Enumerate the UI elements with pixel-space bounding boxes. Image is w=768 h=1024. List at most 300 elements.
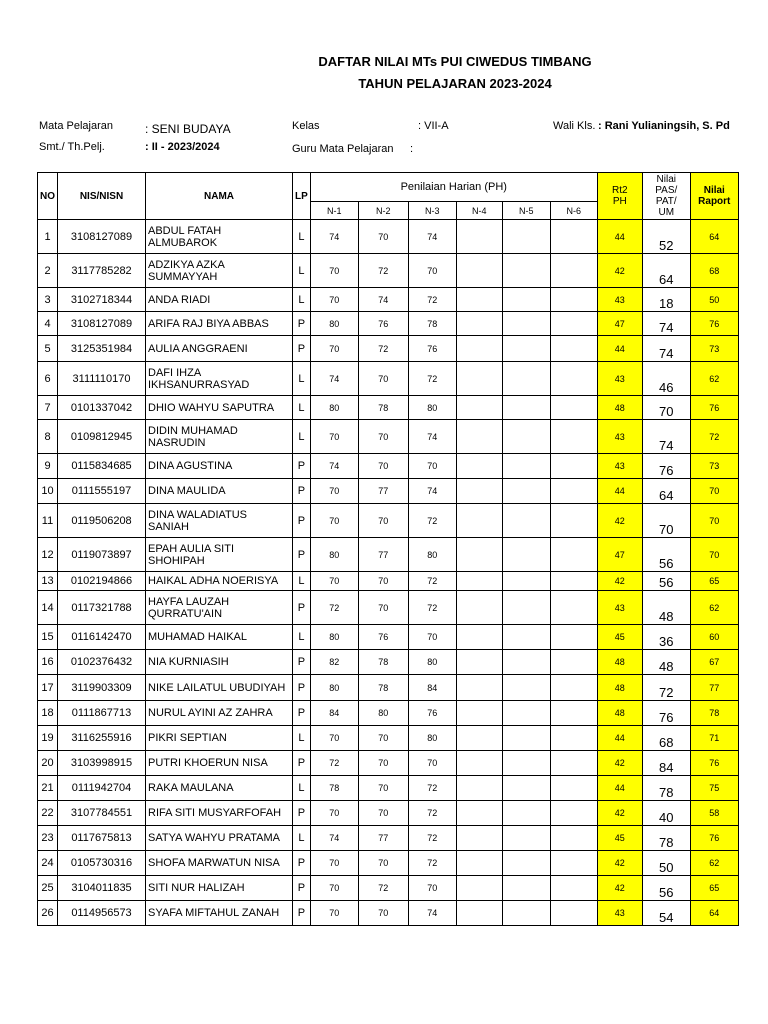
row-pas: 74 bbox=[642, 420, 690, 454]
row-n4 bbox=[456, 876, 502, 901]
document-title: DAFTAR NILAI MTs PUI CIWEDUS TIMBANG bbox=[318, 54, 592, 69]
row-n3: 70 bbox=[408, 625, 456, 650]
row-n2: 70 bbox=[358, 504, 408, 538]
row-no: 13 bbox=[38, 572, 58, 591]
row-nama: RAKA MAULANA bbox=[146, 776, 293, 801]
row-rt2ph: 43 bbox=[597, 288, 642, 312]
row-n6 bbox=[550, 504, 597, 538]
row-lp: P bbox=[293, 901, 311, 926]
row-lp: P bbox=[293, 336, 311, 362]
row-n2: 70 bbox=[358, 572, 408, 591]
table-row bbox=[38, 454, 739, 479]
row-raport: 76 bbox=[690, 826, 738, 851]
row-pas: 72 bbox=[642, 675, 690, 701]
row-n5 bbox=[502, 220, 550, 254]
row-n5 bbox=[502, 591, 550, 625]
row-rt2ph: 44 bbox=[597, 479, 642, 504]
row-nama: HAIKAL ADHA NOERISYA bbox=[146, 572, 293, 591]
row-nama: ADZIKYA AZKA SUMMAYYAH bbox=[146, 254, 293, 288]
row-rt2ph: 45 bbox=[597, 826, 642, 851]
row-lp: L bbox=[293, 776, 311, 801]
kelas-label: Kelas bbox=[292, 120, 320, 132]
row-n4 bbox=[456, 751, 502, 776]
table-row bbox=[38, 826, 739, 851]
row-raport: 68 bbox=[690, 254, 738, 288]
row-pas: 36 bbox=[642, 625, 690, 650]
row-n4 bbox=[456, 801, 502, 826]
row-n2: 70 bbox=[358, 851, 408, 876]
row-n5 bbox=[502, 901, 550, 926]
row-n6 bbox=[550, 362, 597, 396]
row-n5 bbox=[502, 701, 550, 726]
row-lp: L bbox=[293, 420, 311, 454]
table-row bbox=[38, 538, 739, 572]
row-n2: 70 bbox=[358, 751, 408, 776]
row-n6 bbox=[550, 538, 597, 572]
row-n4 bbox=[456, 504, 502, 538]
row-lp: L bbox=[293, 572, 311, 591]
row-n2: 70 bbox=[358, 220, 408, 254]
row-raport: 64 bbox=[690, 901, 738, 926]
row-n1: 70 bbox=[310, 801, 358, 826]
row-pas: 48 bbox=[642, 650, 690, 675]
table-row bbox=[38, 479, 739, 504]
table-row bbox=[38, 675, 739, 701]
row-n1: 70 bbox=[310, 901, 358, 926]
row-n2: 76 bbox=[358, 312, 408, 336]
row-n4 bbox=[456, 701, 502, 726]
row-pas: 56 bbox=[642, 876, 690, 901]
row-nama: PUTRI KHOERUN NISA bbox=[146, 751, 293, 776]
row-n2: 70 bbox=[358, 420, 408, 454]
table-row bbox=[38, 751, 739, 776]
row-n5 bbox=[502, 504, 550, 538]
row-n2: 70 bbox=[358, 901, 408, 926]
row-nis: 0111942704 bbox=[58, 776, 146, 801]
row-n6 bbox=[550, 254, 597, 288]
row-nama: SYAFA MIFTAHUL ZANAH bbox=[146, 901, 293, 926]
row-nis: 0114956573 bbox=[58, 901, 146, 926]
row-n2: 78 bbox=[358, 675, 408, 701]
row-raport: 71 bbox=[690, 726, 738, 751]
row-nama: DIDIN MUHAMAD NASRUDIN bbox=[146, 420, 293, 454]
table-row bbox=[38, 591, 739, 625]
row-n1: 78 bbox=[310, 776, 358, 801]
row-n6 bbox=[550, 591, 597, 625]
row-pas: 46 bbox=[642, 362, 690, 396]
row-n4 bbox=[456, 312, 502, 336]
row-n3: 74 bbox=[408, 220, 456, 254]
row-n1: 70 bbox=[310, 726, 358, 751]
row-lp: P bbox=[293, 851, 311, 876]
row-no: 24 bbox=[38, 851, 58, 876]
row-raport: 76 bbox=[690, 396, 738, 420]
row-pas: 56 bbox=[642, 572, 690, 591]
row-n1: 84 bbox=[310, 701, 358, 726]
row-rt2ph: 48 bbox=[597, 396, 642, 420]
row-n4 bbox=[456, 650, 502, 675]
row-rt2ph: 48 bbox=[597, 650, 642, 675]
row-n1: 80 bbox=[310, 396, 358, 420]
row-pas: 64 bbox=[642, 254, 690, 288]
row-n3: 72 bbox=[408, 851, 456, 876]
row-rt2ph: 45 bbox=[597, 625, 642, 650]
row-raport: 70 bbox=[690, 504, 738, 538]
row-n4 bbox=[456, 420, 502, 454]
row-raport: 65 bbox=[690, 876, 738, 901]
row-rt2ph: 43 bbox=[597, 454, 642, 479]
row-n6 bbox=[550, 876, 597, 901]
row-nis: 0111867713 bbox=[58, 701, 146, 726]
row-n5 bbox=[502, 479, 550, 504]
row-nis: 0111555197 bbox=[58, 479, 146, 504]
row-n2: 78 bbox=[358, 650, 408, 675]
row-lp: P bbox=[293, 591, 311, 625]
row-n3: 70 bbox=[408, 454, 456, 479]
row-nis: 3108127089 bbox=[58, 312, 146, 336]
row-nama: MUHAMAD HAIKAL bbox=[146, 625, 293, 650]
row-n2: 70 bbox=[358, 362, 408, 396]
row-n6 bbox=[550, 851, 597, 876]
row-nama: DAFI IHZA IKHSANURRASYAD bbox=[146, 362, 293, 396]
row-n6 bbox=[550, 454, 597, 479]
table-row bbox=[38, 851, 739, 876]
row-pas: 76 bbox=[642, 454, 690, 479]
row-nama: DHIO WAHYU SAPUTRA bbox=[146, 396, 293, 420]
row-n5 bbox=[502, 420, 550, 454]
row-no: 6 bbox=[38, 362, 58, 396]
row-nis: 3107784551 bbox=[58, 801, 146, 826]
row-pas: 68 bbox=[642, 726, 690, 751]
row-pas: 56 bbox=[642, 538, 690, 572]
row-pas: 74 bbox=[642, 336, 690, 362]
row-pas: 70 bbox=[642, 504, 690, 538]
row-no: 19 bbox=[38, 726, 58, 751]
row-rt2ph: 48 bbox=[597, 675, 642, 701]
row-nis: 3117785282 bbox=[58, 254, 146, 288]
row-nis: 3116255916 bbox=[58, 726, 146, 751]
row-n4 bbox=[456, 454, 502, 479]
row-lp: P bbox=[293, 751, 311, 776]
row-n6 bbox=[550, 675, 597, 701]
row-n3: 80 bbox=[408, 538, 456, 572]
row-n3: 84 bbox=[408, 675, 456, 701]
row-n6 bbox=[550, 479, 597, 504]
row-nis: 0102376432 bbox=[58, 650, 146, 675]
row-nama: ANDA RIADI bbox=[146, 288, 293, 312]
row-no: 12 bbox=[38, 538, 58, 572]
row-n3: 72 bbox=[408, 801, 456, 826]
row-n5 bbox=[502, 254, 550, 288]
row-n3: 74 bbox=[408, 420, 456, 454]
header-ph: Penilaian Harian (PH) bbox=[310, 173, 597, 202]
row-n4 bbox=[456, 336, 502, 362]
row-n4 bbox=[456, 726, 502, 751]
row-nis: 3103998915 bbox=[58, 751, 146, 776]
row-pas: 48 bbox=[642, 591, 690, 625]
row-rt2ph: 42 bbox=[597, 504, 642, 538]
row-n2: 70 bbox=[358, 454, 408, 479]
row-n1: 74 bbox=[310, 220, 358, 254]
row-nis: 3108127089 bbox=[58, 220, 146, 254]
row-n6 bbox=[550, 751, 597, 776]
row-nama: PIKRI SEPTIAN bbox=[146, 726, 293, 751]
row-nama: ABDUL FATAH ALMUBAROK bbox=[146, 220, 293, 254]
row-n4 bbox=[456, 591, 502, 625]
row-nama: AULIA ANGGRAENI bbox=[146, 336, 293, 362]
row-raport: 77 bbox=[690, 675, 738, 701]
row-no: 10 bbox=[38, 479, 58, 504]
row-n5 bbox=[502, 454, 550, 479]
table-row bbox=[38, 288, 739, 312]
row-nama: ARIFA RAJ BIYA ABBAS bbox=[146, 312, 293, 336]
row-n1: 72 bbox=[310, 591, 358, 625]
row-no: 20 bbox=[38, 751, 58, 776]
row-n6 bbox=[550, 826, 597, 851]
row-no: 18 bbox=[38, 701, 58, 726]
row-n5 bbox=[502, 876, 550, 901]
row-n2: 78 bbox=[358, 396, 408, 420]
row-n5 bbox=[502, 751, 550, 776]
row-n3: 72 bbox=[408, 572, 456, 591]
row-raport: 76 bbox=[690, 751, 738, 776]
row-raport: 72 bbox=[690, 420, 738, 454]
row-rt2ph: 44 bbox=[597, 726, 642, 751]
row-n3: 80 bbox=[408, 726, 456, 751]
row-n1: 70 bbox=[310, 254, 358, 288]
row-no: 1 bbox=[38, 220, 58, 254]
row-n3: 70 bbox=[408, 751, 456, 776]
row-nis: 3104011835 bbox=[58, 876, 146, 901]
row-nis: 3102718344 bbox=[58, 288, 146, 312]
row-pas: 74 bbox=[642, 312, 690, 336]
row-lp: L bbox=[293, 826, 311, 851]
row-n1: 74 bbox=[310, 362, 358, 396]
row-pas: 40 bbox=[642, 801, 690, 826]
row-n4 bbox=[456, 776, 502, 801]
row-pas: 78 bbox=[642, 826, 690, 851]
header-pas: Nilai PAS/ PAT/ UM bbox=[642, 173, 690, 220]
header-n6: N-6 bbox=[550, 202, 597, 220]
row-n2: 72 bbox=[358, 876, 408, 901]
row-n5 bbox=[502, 396, 550, 420]
row-rt2ph: 42 bbox=[597, 851, 642, 876]
row-raport: 62 bbox=[690, 851, 738, 876]
row-n6 bbox=[550, 420, 597, 454]
row-n4 bbox=[456, 901, 502, 926]
row-n3: 80 bbox=[408, 650, 456, 675]
row-n5 bbox=[502, 312, 550, 336]
row-nis: 3125351984 bbox=[58, 336, 146, 362]
row-n6 bbox=[550, 650, 597, 675]
row-n1: 80 bbox=[310, 538, 358, 572]
row-n2: 77 bbox=[358, 538, 408, 572]
row-nama: NIA KURNIASIH bbox=[146, 650, 293, 675]
row-n5 bbox=[502, 776, 550, 801]
row-n3: 76 bbox=[408, 701, 456, 726]
row-no: 9 bbox=[38, 454, 58, 479]
row-rt2ph: 43 bbox=[597, 420, 642, 454]
table-row bbox=[38, 254, 739, 288]
table-row bbox=[38, 312, 739, 336]
table-row bbox=[38, 220, 739, 254]
row-no: 11 bbox=[38, 504, 58, 538]
row-pas: 50 bbox=[642, 851, 690, 876]
row-n6 bbox=[550, 288, 597, 312]
row-nama: EPAH AULIA SITI SHOHIPAH bbox=[146, 538, 293, 572]
row-nis: 0102194866 bbox=[58, 572, 146, 591]
row-n1: 70 bbox=[310, 420, 358, 454]
row-lp: P bbox=[293, 876, 311, 901]
row-lp: P bbox=[293, 701, 311, 726]
row-rt2ph: 44 bbox=[597, 776, 642, 801]
row-no: 3 bbox=[38, 288, 58, 312]
row-n5 bbox=[502, 336, 550, 362]
row-raport: 70 bbox=[690, 538, 738, 572]
header-nama: NAMA bbox=[146, 173, 293, 220]
kelas-value: : VII-A bbox=[418, 120, 449, 132]
row-n6 bbox=[550, 396, 597, 420]
table-row bbox=[38, 504, 739, 538]
row-lp: P bbox=[293, 504, 311, 538]
row-n1: 70 bbox=[310, 504, 358, 538]
row-n2: 76 bbox=[358, 625, 408, 650]
row-n5 bbox=[502, 288, 550, 312]
header-nis: NIS/NISN bbox=[58, 173, 146, 220]
row-nama: DINA AGUSTINA bbox=[146, 454, 293, 479]
row-n1: 70 bbox=[310, 336, 358, 362]
row-n3: 70 bbox=[408, 876, 456, 901]
row-raport: 76 bbox=[690, 312, 738, 336]
row-n3: 74 bbox=[408, 901, 456, 926]
row-n4 bbox=[456, 625, 502, 650]
row-no: 26 bbox=[38, 901, 58, 926]
row-n6 bbox=[550, 776, 597, 801]
row-nama: HAYFA LAUZAH QURRATU'AIN bbox=[146, 591, 293, 625]
row-no: 16 bbox=[38, 650, 58, 675]
row-n3: 72 bbox=[408, 826, 456, 851]
row-n5 bbox=[502, 650, 550, 675]
row-n1: 74 bbox=[310, 454, 358, 479]
row-nama: SATYA WAHYU PRATAMA bbox=[146, 826, 293, 851]
row-raport: 78 bbox=[690, 701, 738, 726]
row-n6 bbox=[550, 625, 597, 650]
row-lp: L bbox=[293, 288, 311, 312]
row-no: 17 bbox=[38, 675, 58, 701]
row-lp: P bbox=[293, 538, 311, 572]
table-row bbox=[38, 362, 739, 396]
row-n2: 80 bbox=[358, 701, 408, 726]
row-lp: L bbox=[293, 625, 311, 650]
table-row bbox=[38, 650, 739, 675]
row-n4 bbox=[456, 572, 502, 591]
row-n5 bbox=[502, 851, 550, 876]
row-no: 22 bbox=[38, 801, 58, 826]
row-no: 7 bbox=[38, 396, 58, 420]
table-row bbox=[38, 801, 739, 826]
row-n3: 72 bbox=[408, 591, 456, 625]
row-no: 2 bbox=[38, 254, 58, 288]
header-n1: N-1 bbox=[310, 202, 358, 220]
row-raport: 60 bbox=[690, 625, 738, 650]
row-n2: 70 bbox=[358, 801, 408, 826]
row-raport: 75 bbox=[690, 776, 738, 801]
row-n4 bbox=[456, 396, 502, 420]
table-row bbox=[38, 336, 739, 362]
document-subtitle: TAHUN PELAJARAN 2023-2024 bbox=[358, 76, 552, 91]
row-nis: 0119506208 bbox=[58, 504, 146, 538]
row-raport: 62 bbox=[690, 591, 738, 625]
table-body bbox=[38, 220, 739, 926]
table-row bbox=[38, 776, 739, 801]
row-n4 bbox=[456, 851, 502, 876]
row-no: 23 bbox=[38, 826, 58, 851]
row-n3: 72 bbox=[408, 362, 456, 396]
header-no: NO bbox=[38, 173, 58, 220]
row-nama: SITI NUR HALIZAH bbox=[146, 876, 293, 901]
row-n3: 80 bbox=[408, 396, 456, 420]
row-n2: 74 bbox=[358, 288, 408, 312]
wali-label: Wali Kls. bbox=[553, 120, 596, 132]
row-nis: 0109812945 bbox=[58, 420, 146, 454]
header-raport: Nilai Raport bbox=[690, 173, 738, 220]
row-nis: 0101337042 bbox=[58, 396, 146, 420]
row-n2: 70 bbox=[358, 726, 408, 751]
row-rt2ph: 48 bbox=[597, 701, 642, 726]
row-raport: 62 bbox=[690, 362, 738, 396]
row-n4 bbox=[456, 826, 502, 851]
row-raport: 65 bbox=[690, 572, 738, 591]
row-rt2ph: 44 bbox=[597, 220, 642, 254]
row-no: 14 bbox=[38, 591, 58, 625]
row-lp: P bbox=[293, 479, 311, 504]
row-n3: 78 bbox=[408, 312, 456, 336]
table-row bbox=[38, 625, 739, 650]
table-row bbox=[38, 726, 739, 751]
row-lp: P bbox=[293, 675, 311, 701]
row-n1: 70 bbox=[310, 851, 358, 876]
row-n4 bbox=[456, 362, 502, 396]
mapel-label: Mata Pelajaran bbox=[39, 120, 113, 132]
smt-label: Smt./ Th.Pelj. bbox=[39, 141, 105, 153]
row-rt2ph: 42 bbox=[597, 801, 642, 826]
row-n2: 72 bbox=[358, 254, 408, 288]
guru-value: : bbox=[410, 143, 414, 155]
row-raport: 70 bbox=[690, 479, 738, 504]
row-nama: DINA MAULIDA bbox=[146, 479, 293, 504]
row-rt2ph: 43 bbox=[597, 362, 642, 396]
row-n6 bbox=[550, 312, 597, 336]
row-rt2ph: 43 bbox=[597, 901, 642, 926]
row-rt2ph: 44 bbox=[597, 336, 642, 362]
row-no: 25 bbox=[38, 876, 58, 901]
row-pas: 84 bbox=[642, 751, 690, 776]
row-n1: 80 bbox=[310, 675, 358, 701]
row-pas: 18 bbox=[642, 288, 690, 312]
row-nis: 0115834685 bbox=[58, 454, 146, 479]
row-lp: L bbox=[293, 220, 311, 254]
row-no: 8 bbox=[38, 420, 58, 454]
table-row bbox=[38, 901, 739, 926]
row-no: 15 bbox=[38, 625, 58, 650]
row-n6 bbox=[550, 901, 597, 926]
row-n5 bbox=[502, 726, 550, 751]
row-nis: 0119073897 bbox=[58, 538, 146, 572]
row-n2: 70 bbox=[358, 591, 408, 625]
row-n3: 70 bbox=[408, 254, 456, 288]
row-n5 bbox=[502, 362, 550, 396]
row-n5 bbox=[502, 625, 550, 650]
